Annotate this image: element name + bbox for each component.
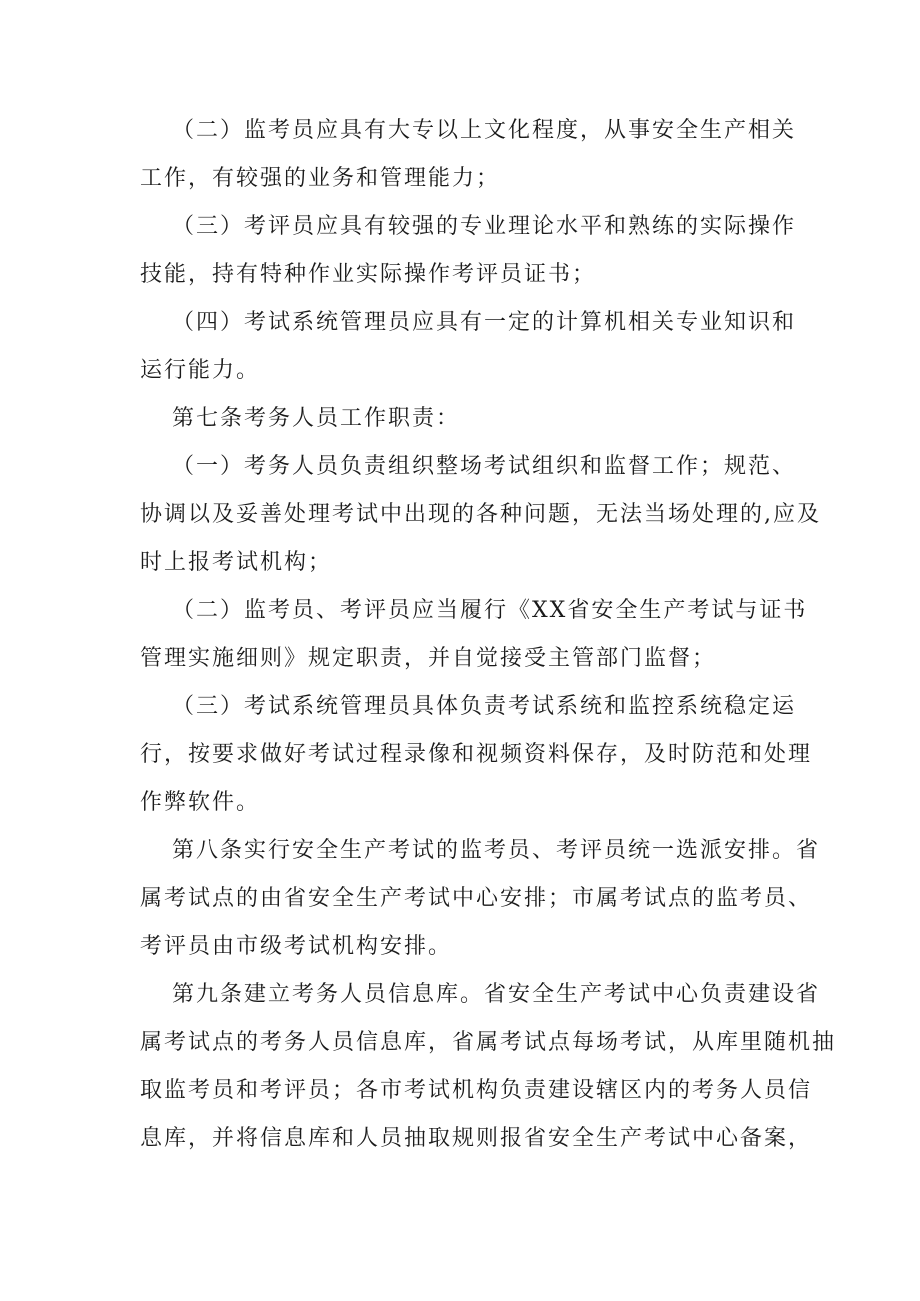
text-line: 作弊软件。 <box>140 790 261 815</box>
article-heading-8: 第八条实行安全生产考试的监考员、考评员统一选派安排。省 <box>172 838 821 863</box>
text-line: 运行能力。 <box>140 358 261 383</box>
text-line: 息库，并将信息库和人员抽取规则报省安全生产考试中心备案， <box>140 1126 813 1151</box>
article-heading-7: 第七条考务人员工作职责： <box>172 406 461 431</box>
text-line: （一）考务人员负责组织整场考试组织和监督工作；规范、 <box>172 454 797 479</box>
text-line: 工作，有较强的业务和管理能力； <box>140 166 501 191</box>
text-line: 技能，持有特种作业实际操作考评员证书； <box>140 262 597 287</box>
text-line: 属考试点的考务人员信息库，省属考试点每场考试，从库里随机抽 <box>140 1030 837 1055</box>
article-heading-9: 第九条建立考务人员信息库。省安全生产考试中心负责建设省 <box>172 982 821 1007</box>
text-line: 管理实施细则》规定职责，并自觉接受主管部门监督； <box>140 646 717 671</box>
text-line: 考评员由市级考试机构安排。 <box>140 934 453 959</box>
text-line: 时上报考试机构； <box>140 550 333 575</box>
text-line: 协调以及妥善处理考试中出现的各种问题，无法当场处理的,应及 <box>140 502 821 527</box>
text-line: 属考试点的由省安全生产考试中心安排；市属考试点的监考员、 <box>140 886 813 911</box>
text-line: （三）考试系统管理员具体负责考试系统和监控系统稳定运 <box>172 694 797 719</box>
text-line: （三）考评员应具有较强的专业理论水平和熟练的实际操作 <box>172 214 797 239</box>
text-line: （二）监考员、考评员应当履行《XX省安全生产考试与证书 <box>172 598 808 623</box>
text-line: 行，按要求做好考试过程录像和视频资料保存，及时防范和处理 <box>140 742 813 767</box>
text-line: （二）监考员应具有大专以上文化程度，从事安全生产相关 <box>172 118 797 143</box>
text-line: （四）考试系统管理员应具有一定的计算机相关专业知识和 <box>172 310 797 335</box>
text-line: 取监考员和考评员；各市考试机构负责建设辖区内的考务人员信 <box>140 1078 813 1103</box>
